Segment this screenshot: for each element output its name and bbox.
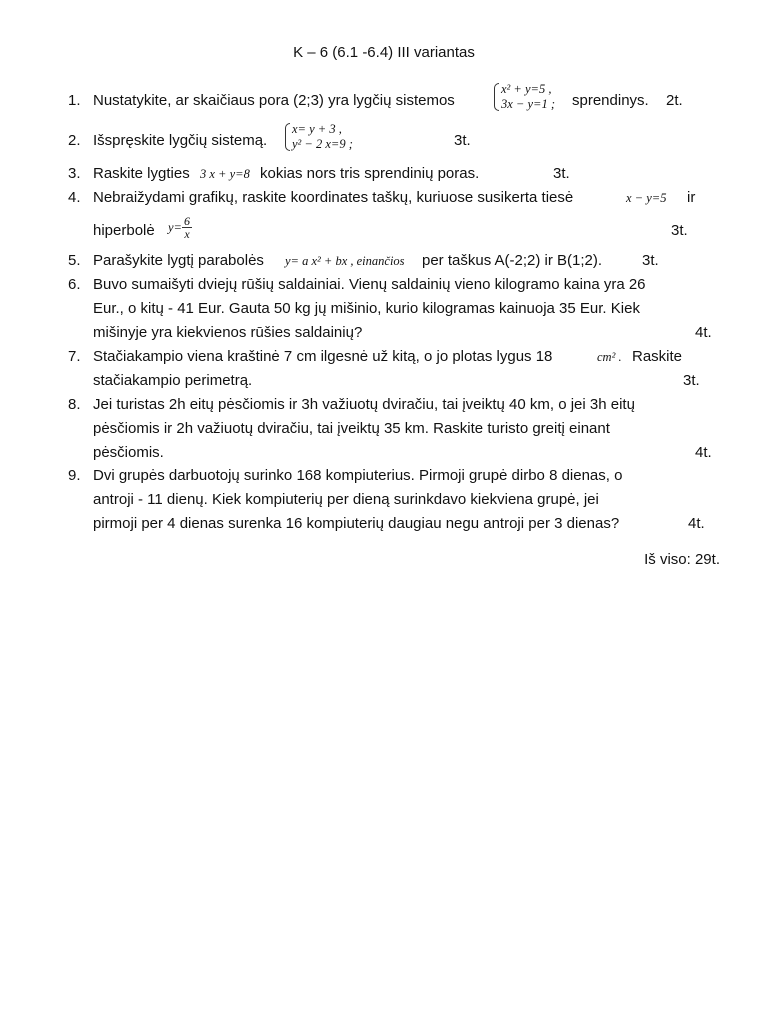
problem-number: 8. [68,396,81,413]
points: 3t. [454,132,471,149]
points: 4t. [688,515,705,532]
equation: x − y=5 [626,191,667,205]
problem-line: mišinyje yra kiekvienos rūšies saldainių? [93,324,363,341]
fraction-lhs: y= [168,220,182,235]
problem-line: Eur., o kitų - 41 Eur. Gauta 50 kg jų mišinio, kurio kilogramas kainuoja 35 Eur. Kiek [93,300,640,317]
problem-number: 7. [68,348,81,365]
problem-number: 1. [68,92,81,109]
hyperbola-formula [168,215,192,240]
points: 3t. [642,252,659,269]
unit: cm² . [597,350,622,364]
problem-text-after: Raskite [632,348,683,365]
problem-1 [68,82,728,118]
problem-5 [68,252,728,272]
equation-system [494,82,555,112]
problem-8 [68,396,728,466]
problem-2 [68,122,728,160]
problem-line: Buvo sumaišyti dviejų rūšių saldainiai. Vienų saldainių vieno kilogramo kaina yra 26 [93,276,646,293]
equation: 3x − y=1 ; [501,97,556,111]
points: 3t. [671,222,688,239]
problem-line: pėsčiomis ir 2h važiuotų dviračiu, tai įveiktų 35 km. Raskite turisto greitį einant [93,420,610,437]
problem-text-line2: stačiakampio perimetrą. [93,372,253,389]
fraction-numerator: 6 [183,214,190,228]
equation: x² + y=5 , [501,82,552,96]
equation: y= a x² + bx , einančios [285,254,405,268]
problem-number: 4. [68,189,81,206]
page-title: K – 6 (6.1 -6.4) III variantas [293,44,475,61]
equation: y² − 2 x=9 ; [292,137,353,151]
problem-text: Nustatykite, ar skaičiaus pora (2;3) yra lygčių sistemos [93,92,455,109]
problem-line: Jei turistas 2h eitų pėsčiomis ir 3h važiuotų dviračiu, tai įveiktų 40 km, o jei 3h eitų [93,396,635,413]
equation-system [285,122,353,152]
problem-text-after: per taškus A(-2;2) ir B(1;2). [422,252,603,269]
problem-3 [68,165,728,185]
problem-line: Dvi grupės darbuotojų surinko 168 kompiuterius. Pirmoji grupė dirbo 8 dienas, o [93,467,623,484]
problem-4 [68,189,728,249]
points: 3t. [683,372,700,389]
problem-text: Stačiakampio viena kraštinė 7 cm ilgesnė už kitą, o jo plotas lygus 18 [93,348,553,365]
problem-text: Parašykite lygtį parabolės [93,252,264,269]
problem-line: pirmoji per 4 dienas surenka 16 kompiuterių daugiau negu antroji per 3 dienas? [93,515,620,532]
problem-text-after: kokias nors tris sprendinių poras. [260,165,480,182]
points: 4t. [695,444,712,461]
total-points: Iš viso: 29t. [644,551,720,568]
problem-line: antroji - 11 dienų. Kiek kompiuterių per dieną surinkdavo kiekviena grupė, jei [93,491,599,508]
problem-number: 3. [68,165,81,182]
problem-text: Išspręskite lygčių sistemą. [93,132,268,149]
problem-7 [68,348,728,394]
points: 2t. [666,92,683,109]
fraction-denominator: x [184,227,190,241]
problem-text: Raskite lygties [93,165,190,182]
problem-line: pėsčiomis. [93,444,164,461]
problem-number: 6. [68,276,81,293]
fraction [182,215,192,240]
problem-number: 2. [68,132,81,149]
points: 4t. [695,324,712,341]
problem-number: 9. [68,467,81,484]
problem-text-after: sprendinys. [572,92,649,109]
problem-6 [68,276,728,346]
problem-text-line2: hiperbolė [93,222,155,239]
problem-text: Nebraižydami grafikų, raskite koordinates taškų, kuriuose susikerta tiesė [93,189,574,206]
problem-9 [68,467,728,537]
problem-number: 5. [68,252,81,269]
equation: 3 x + y=8 [200,167,250,181]
points: 3t. [553,165,570,182]
problem-text-ir: ir [687,189,696,206]
equation: x= y + 3 , [292,122,342,136]
